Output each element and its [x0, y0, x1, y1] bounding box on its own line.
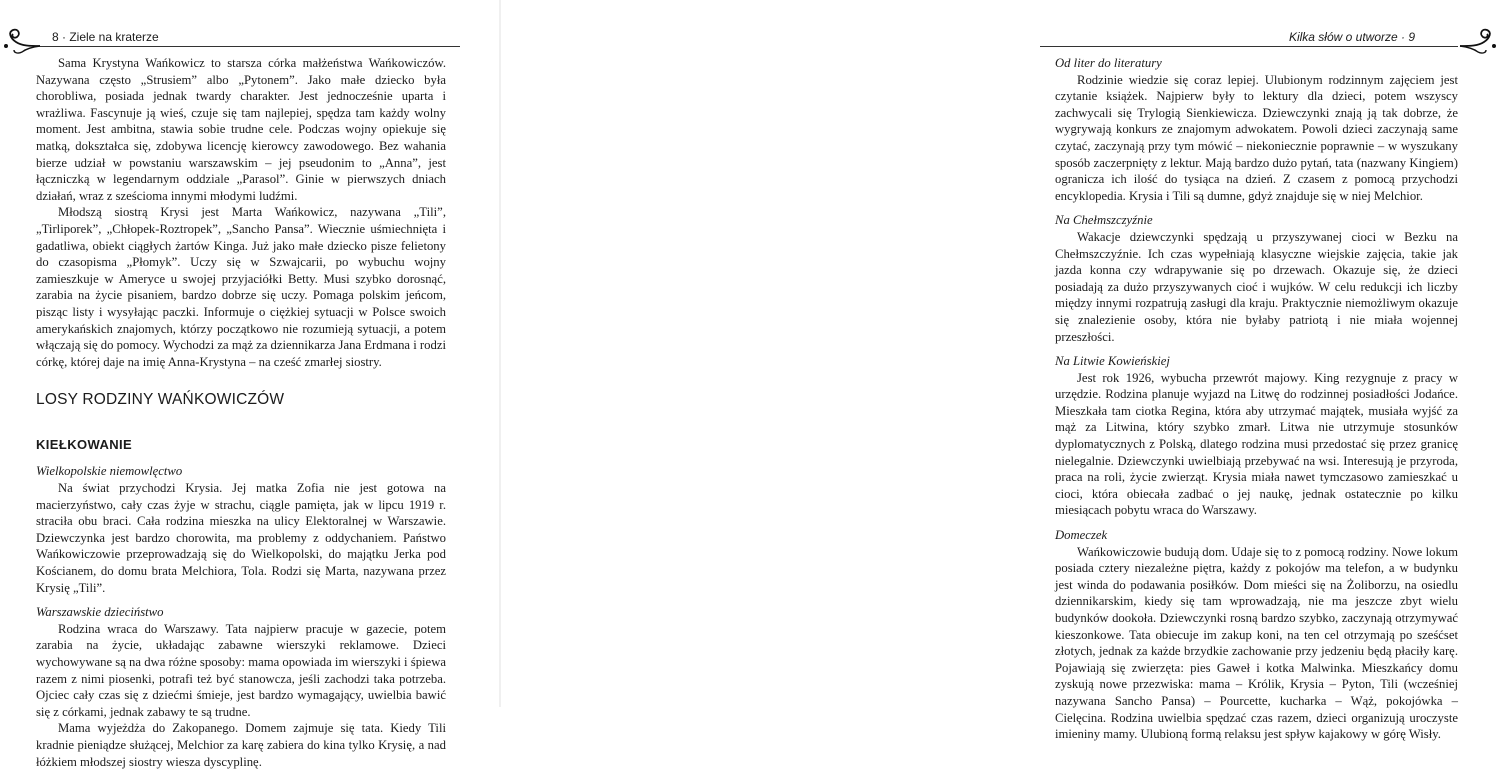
chapter-title: LOSY RODZINY WAŃKOWICZÓW [36, 391, 285, 409]
right-page [500, 0, 1458, 742]
text-column [36, 55, 446, 770]
paragraph: Młodszą siostrą Krysi jest Marta Wańkowicz, nazywana „Tili”, „Tirliporek”, „Chłopek-Roztropek”, „Sancho Pansa”. Wiecznie uśmiechnięta i gadatliwa, obiekt ciągłych żartów Kinga. Już jako małe dziecko pisze felietony do czasopisma „Płomyk”. Uczy się w Szwajcarii, po wybuchu wojny zamieszkuje w Ameryce u swojej przyjaciółki Betty. Musi szybko dorosnąć, zarabia na życie pisaniem, bardzo dobrze się uczy. Pomaga polskim jeńcom, pisząc listy i wysyłając paczki. Informuje o ciężkiej sytuacji w Polsce swoich amerykańskich znajomych, którzy początkowo nie rozumieją sytuacji, a potem włączają się do pomocy. Wychodzi za mąż za dziennikarza Jana Erdmana i rodzi córkę, której daje na imię Anna-Krystyna – na cześć zmarłej siostry. [36, 205, 446, 369]
paragraph: Rodzina wraca do Warszawy. Tata najpierw pracuje w gazecie, potem zarabia na życie, układając zabawne wierszyki reklamowe. Dzieci wychowywane są na dwa różne sposoby: mama opowiada im wierszyki i śpiewa razem z nimi piosenki, potrafi też być stanowcza, jeśli zachodzi taka potrzeba. Ojciec cały czas się z dziećmi śmieje, jest bardzo wymagający, uwielbia bawić się z córkami, jednak zabawy te są trudne. [36, 621, 446, 719]
paragraph: Jest rok 1926, wybucha przewrót majowy. King rezygnuje z pracy w urzędzie. Rodzina planuje wyjazd na Litwę do rodzinnej posiadłości Jodańce. Mieszkała tam ciotka Regina, która aby utrzymać majątek, musiała wyjść za mąż za Litwina, który szybko zmarł. Litwa nie utrzymuje stosunków dyplomatycznych z Polską, dlatego rodzina musi przedostać się przez granicę nielegalnie. Dziewczynki uwielbiają przebywać na wsi. Interesują je przyroda, praca na roli, życie zwierząt. Krysia miała nawet tymczasowo zamieszkać u cioci, która obiecała zadbać o jej naukę, jednak ostatecznie po kilku miesiącach pobytu wraca do Warszawy. [1055, 370, 1458, 518]
paragraph: Sama Krystyna Wańkowicz to starsza córka małżeństwa Wańkowiczów. Nazywana często „Strusiem” albo „Pytonem”. Jako małe dziecko była chorobliwa, posiada jednak twardy charakter. Jest jednocześnie uparta i wrażliwa. Fascynuje ją wieś, czuje się tam najlepiej, spędza tam każdy wolny moment. Jest ambitna, stawia sobie trudne cele. Podczas wojny opiekuje się matką, dokształca się, zdobywa licencję kierowcy zawodowego. Bez wahania bierze udział w powstaniu warszawskim – jej pseudonim to „Anna”, jest łączniczką w legendarnym oddziale „Parasol”. Ginie w pierwszych dniach działań, wraz z sześcioma innymi młodymi ludźmi. [36, 56, 446, 203]
header-rule [40, 46, 460, 47]
subsection-title: Na Chełmszczyźnie [1055, 213, 1153, 228]
section-title: KIEŁKOWANIE [36, 436, 133, 452]
header-rule [1040, 46, 1458, 47]
paragraph: Wańkowiczowie budują dom. Udaje się to z pomocą rodziny. Nowe lokum posiada cztery niezależne piętra, każdy z pokojów ma telefon, a w budynku jest winda do podawania posiłków. Dom mieści się na Żoliborzu, na osiedlu dziennikarskim, kiedy się tam wprowadzają, nie ma jeszcze zbyt wielu budynków dookoła. Dziewczynki rosną bardzo szybko, zaczynają otrzymywać kieszonkowe. Tata obiecuje im zakup koni, na ten cel otrzymają po sześćset złotych, jednak za każde brzydkie zachowanie przy jedzeniu będą płaciły karę. Pojawiają się zwierzęta: pies Gaweł i kotka Malwinka. Mieszkańcy domu zyskują nowe przezwiska: mama – Królik, Krysia – Pyton, Tili (wcześniej nazywana Sancho Pansa) – Pourcette, kucharka – Wąż, pokojówka – Cielęcina. Rodzina uwielbia spędzać czas razem, dzieci organizują uroczyste imieniny mamy. Ulubioną formą relaksu jest spływ kajakowy w górę Wisły. [1055, 544, 1458, 742]
text-column [1055, 55, 1458, 743]
paragraph: Na świat przychodzi Krysia. Jej matka Zofia nie jest gotowa na macierzyństwo, cały czas żyje w strachu, ciągle pamięta, jak w lipcu 1919 r. straciła obu braci. Cała rodzina mieszka na ulicy Elektoralnej w Warszawie. Dziewczynka jest bardzo chorowita, ma problemy z oddychaniem. Państwo Wańkowiczowie przeprowadzają się do Wielkopolski, do majątku Jerka pod Kościanem, do domu brata Melchiora, Tola. Rodzi się Marta, nazywana przez Krysię „Tili”. [36, 481, 446, 595]
flourish-ornament-right [1458, 27, 1498, 55]
left-page [0, 0, 500, 769]
subsection-title: Warszawskie dzieciństwo [36, 605, 164, 620]
running-header: 8 · Ziele na kraterze [52, 30, 159, 44]
subsection-title: Domeczek [1055, 528, 1108, 543]
running-header: Kilka słów o utworze · 9 [1288, 30, 1415, 44]
paragraph: Mama wyjeżdża do Zakopanego. Domem zajmuje się tata. Kiedy Tili kradnie pieniądze służącej, Melchior za karę zabiera do kina tylko Krysię, a nad łóżkiem młodszej siostry wiesza dyscyplinę. [36, 721, 446, 769]
flourish-ornament-left [2, 27, 42, 55]
subsection-title: Wielkopolskie niemowlęctwo [36, 464, 183, 479]
subsection-title: Od liter do literatury [1055, 56, 1162, 70]
paragraph: Rodzinie wiedzie się coraz lepiej. Ulubionym rodzinnym zajęciem jest czytanie książek. Najpierw były to lektury dla dzieci, potem wszyscy zachwycali się Trylogią Sienkiewicza. Dziewczynki znają ją tak dobrze, że wygrywają konkurs ze znajomym adwokatem. Powoli dzieci zaczynają same czytać, zaczynają przy tym mówić – niekoniecznie poprawnie – w wyszukany sposób zaczerpnięty z lektur. Mają bardzo dużo pytań, tata (nazwany Kingiem) ogranicza ich ilość do tysiąca na dzień. Z czasem z pomocą przychodzi encyklopedia. Krysia i Tili są dumne, gdyż znajduje się w niej Melchior. [1055, 72, 1458, 203]
subsection-title: Na Litwie Kowieńskiej [1055, 354, 1170, 369]
paragraph: Wakacje dziewczynki spędzają u przyszywanej cioci w Bezku na Chełmszczyźnie. Ich czas wypełniają klasyczne wiejskie zajęcia, takie jak jazda konna czy wdrapywanie się po drzewach. Okazuje się, że dzieci posiadają za dużo przyszywanych cioć i wujków. W celu redukcji ich liczby między innymi rozpatrują zasługi dla kraju. Praktycznie niemożliwym okazuje się znalezienie osoby, która nie byłaby patriotą i nie miała wojennej przeszłości. [1055, 229, 1458, 344]
